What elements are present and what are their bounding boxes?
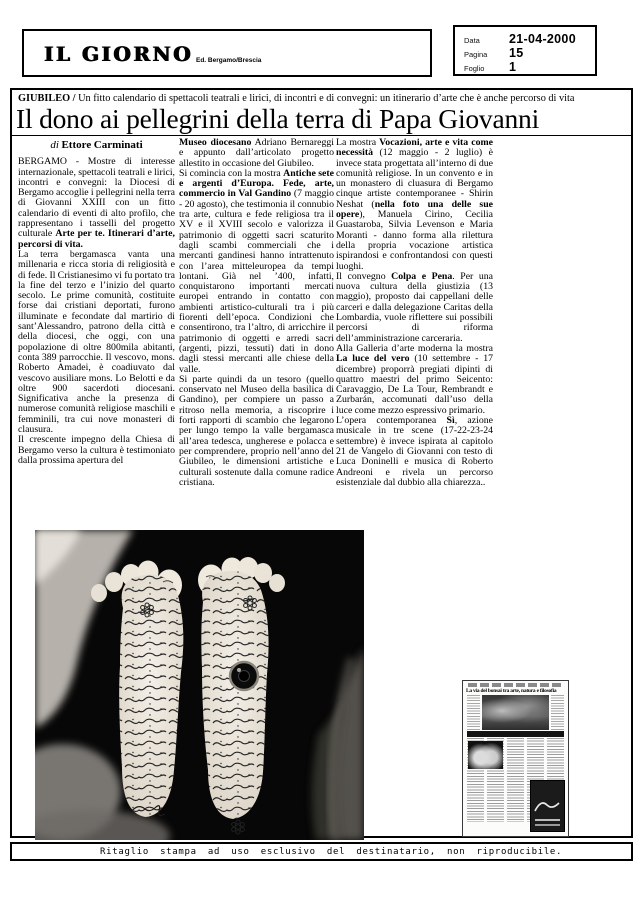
- meta-row-page: [464, 46, 595, 60]
- clipping-meta-box: [453, 25, 597, 76]
- kicker-label: GIUBILEO /: [18, 93, 76, 104]
- article-paragraph: BERGAMO - Mostre di interesse internazionale, spettacoli teatrali e lirici, incontri e convegni: la Diocesi di Bergamo accoglie i pellegrini nella terra di Giovanni XXIII con un fitto calendario di eventi di alto profilo, che rappresentano i tasselli del progetto culturale Arte per te. Itinerari d’arte, percorsi di vita.: [18, 156, 175, 250]
- article-column-2: [179, 138, 334, 488]
- masthead-box: [22, 29, 432, 77]
- article-paragraph: Il crescente impegno della Chiesa di Bergamo verso la cultura è testimoniato dalla prossima apertura del: [18, 434, 175, 466]
- article-paragraph: Si comincia con la mostra Antiche sete e argenti d’Europa. Fede, arte, commercio in Val Gandino (7 maggio - 20 agosto), che testimonia il connubio tra arte, cultura e fede religiosa tra il XV e il XVIII secolo e valorizza il patrimonio di oggetti sacri scaturito dagli scambi commerciali che i mercanti gandinesi hanno intrattenuto con l’area mitteleuropea da tempi lontani. Già nel ’400, infatti, conquistarono importanti mercati europei entrando in contatto con ambienti artistico-culturali tra i più fiorenti dell’epoca. Condizioni che consentirono, tra l’altro, di arricchire il patrimonio di oggetti e arredi sacri (argenti, pizzi, tessuti) dati in dono dagli stessi mercanti alle chiese della valle.: [179, 167, 334, 375]
- meta-row-sheet: [464, 60, 595, 74]
- thumb-text-column: [467, 695, 480, 730]
- byline-prefix: di: [50, 139, 59, 151]
- artwork-photo: [35, 530, 364, 840]
- article-headline: Il dono ai pellegrini della terra di Papa Giovanni: [16, 103, 540, 134]
- thumb-article-photo: [468, 741, 503, 769]
- article-paragraph: Si parte quindi da un tesoro (quello conservato nel Museo della basilica di Gandino), per compiere un passo a ritroso nella memoria, a riscoprire i forti rapporti di scambio che legarono per lungo tempo la valle bergamasca all’area tedesca, ungherese e polacca e per comprendere, proprio nell’anno del Giubileo, le dimensioni artistiche e culturali sostenute dalla comune radice cristiana.: [179, 373, 334, 488]
- date-value: 21-04-2000: [509, 32, 576, 46]
- article-paragraph: Il convegno Colpa e Pena. Per una nuova cultura della giustizia (13 maggio), proposto dai cappellani delle carceri e dalla delegazione Caritas della Lombardia, vuole riflettere sui possibili percorsi di riforma dell’amministrazione carceraria.: [336, 270, 493, 344]
- article-clipping: [10, 88, 633, 838]
- byline: [18, 140, 175, 150]
- article-paragraph: Museo diocesano Adriano Bernareggi e appunto dall’articolato progetto allestito in occasione del Giubileo.: [179, 137, 334, 169]
- thumb-top-section: [467, 695, 564, 730]
- page-thumbnail: [462, 680, 569, 837]
- clipping-footer: [10, 842, 633, 861]
- meta-row-date: [464, 32, 595, 46]
- footer-notice: Ritaglio stampa ad uso esclusivo del destinatario, non riproducibile.: [100, 847, 563, 857]
- page-label: Pagina: [464, 50, 488, 59]
- thumb-ad-script: [531, 781, 564, 831]
- headline-rule: [12, 135, 631, 136]
- thumb-masthead-strip: [468, 683, 563, 687]
- newspaper-title: IL GIORNO: [44, 42, 194, 66]
- article-column-3: [336, 138, 493, 488]
- article-column-1: [18, 138, 175, 466]
- thumb-section-headline-bar: [467, 731, 564, 737]
- sheet-label: Foglio: [464, 64, 485, 73]
- article-paragraph: L’opera contemporanea Sì, azione musicale in tre scene (17-22-23-24 settembre) è invece ispirata al capitolo 21 de Vangelo di Giovanni con testo di Luca Doninelli e musica di Roberto Andreoni e rivela un percorso esistenziale dal dubbio alla chiarezza..: [336, 415, 493, 488]
- newspaper-edition: Ed. Bergamo/Brescia: [196, 57, 262, 64]
- thumb-advertisement: [530, 780, 565, 832]
- article-paragraph: La terra bergamasca vanta una millenaria e ricca storia di religiosità e di fede. Il Cristianesimo vi fu portato tra la fine del terzo e l’inizio del quarto secolo. Le prime comunità, costituite forse dai cristiani deportati, furono illuminate e fecondate dal martirio di sant’Alessandro, patrono della città e della diocesi, che oggi, con una popolazione di oltre 800mila abitanti, conta 389 parrocchie. Il vescovo, mons. Roberto Amadei, è coadiuvato dal vescovo ausiliare mons. Lo Belotti e da oltre 900 sacerdoti diocesani. Significativa anche la presenza di numerose comunità religiose maschili e femminili, tra cui nove monasteri di clausura.: [18, 248, 175, 436]
- date-label: Data: [464, 36, 480, 45]
- byline-author: Ettore Carminati: [61, 139, 143, 151]
- page-value: 15: [509, 46, 524, 60]
- thumb-text-column: [551, 695, 564, 730]
- sheet-value: 1: [509, 60, 517, 74]
- article-paragraph: Alla Galleria d’arte moderna la mostra La luce del vero (10 settembre - 17 dicembre) proporrà pregiati dipinti di quattro maestri del primo Seicento: Caravaggio, De La Tour, Rembrandt e Zurbarán, accomunati dall’uso della luce come mezzo espressivo primario.: [336, 342, 493, 416]
- gun-barrel: [230, 662, 258, 690]
- article-paragraph: La mostra Vocazioni, arte e vita come necessità (12 maggio - 2 luglio) è invece stata progettata all’interno di due comunità religiose. In un convento e in un monastero di cluasura di Bergamo cinque artiste contemporanee - Shirin Neshat (nella foto una delle sue opere), Manuela Cirino, Cecilia Guastaroba, Silvia Levenson e Maria Moranti - danno forma alla rilettura della propria vocazione artistica ispirandosi e confrontandosi con questi luoghi.: [336, 137, 494, 272]
- thumb-headline: La via del bonsai tra arte, natura e filosofia: [466, 688, 557, 694]
- thumb-lead-photo: [482, 695, 549, 730]
- kicker-text: Un fitto calendario di spettacoli teatrali e lirici, di incontri e di convegni: un itinerario d’arte che è anche percorso di vita: [75, 93, 575, 104]
